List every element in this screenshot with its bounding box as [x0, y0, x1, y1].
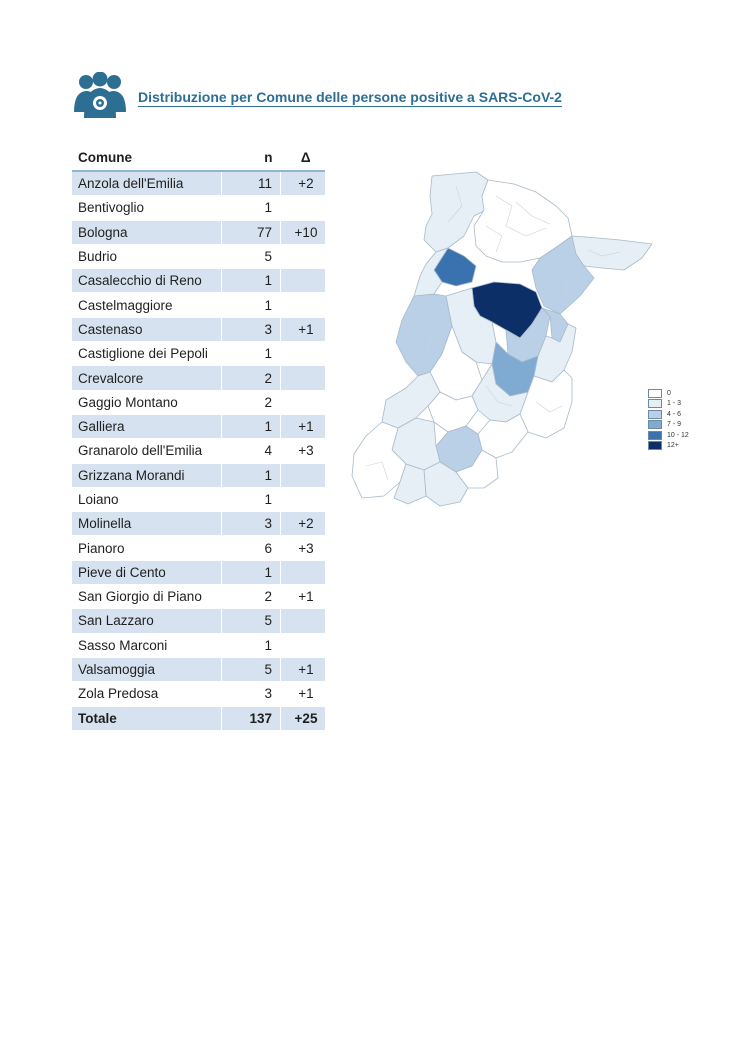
cell-comune: Castelmaggiore: [72, 293, 222, 317]
legend-item: [648, 409, 689, 420]
table-row: [72, 609, 325, 633]
legend-label: 1 - 3: [667, 400, 682, 408]
table-row: [72, 414, 325, 438]
legend-item: [648, 430, 689, 441]
cell-n: 6: [222, 536, 281, 560]
cell-delta: [281, 463, 326, 487]
legend-swatch: [648, 410, 662, 419]
column-header-comune: Comune: [72, 146, 222, 171]
table-row: [72, 390, 325, 414]
cell-delta: +1: [281, 414, 326, 438]
cell-delta: [281, 366, 326, 390]
cell-n: 2: [222, 585, 281, 609]
cell-comune: Pianoro: [72, 536, 222, 560]
table-row: [72, 463, 325, 487]
legend-label: 10 - 12: [667, 431, 689, 439]
table-row: [72, 171, 325, 196]
table-row: [72, 560, 325, 584]
cell-comune: Gaggio Montano: [72, 390, 222, 414]
cell-n: 1: [222, 463, 281, 487]
cases-table: [72, 146, 325, 731]
table-row: [72, 633, 325, 657]
cell-delta: [281, 293, 326, 317]
cell-n: 1: [222, 633, 281, 657]
cell-n: 1: [222, 196, 281, 220]
cell-delta: [281, 244, 326, 268]
table-row: [72, 487, 325, 511]
cell-delta: [281, 342, 326, 366]
table-row: [72, 439, 325, 463]
cell-delta: [281, 560, 326, 584]
legend-item: [648, 420, 689, 431]
legend-item: [648, 441, 689, 452]
cell-n: 2: [222, 390, 281, 414]
legend-swatch: [648, 441, 662, 450]
cell-delta: +1: [281, 657, 326, 681]
table-row: [72, 366, 325, 390]
cell-n: 11: [222, 171, 281, 196]
legend-item: [648, 399, 689, 410]
table-row: [72, 220, 325, 244]
column-header-n: n: [222, 146, 281, 171]
cell-n: 1: [222, 414, 281, 438]
total-delta: +25: [281, 706, 326, 730]
cell-delta: [281, 633, 326, 657]
cell-n: 1: [222, 487, 281, 511]
total-label: Totale: [72, 706, 222, 730]
cell-delta: +1: [281, 585, 326, 609]
cell-comune: Crevalcore: [72, 366, 222, 390]
cell-delta: +1: [281, 317, 326, 341]
table-row: [72, 342, 325, 366]
cell-delta: +2: [281, 171, 326, 196]
legend-label: 12+: [667, 442, 679, 450]
cell-comune: Granarolo dell'Emilia: [72, 439, 222, 463]
legend-swatch: [648, 389, 662, 398]
cell-n: 3: [222, 317, 281, 341]
cell-comune: Anzola dell'Emilia: [72, 171, 222, 196]
legend-label: 4 - 6: [667, 410, 682, 418]
cell-comune: Valsamoggia: [72, 657, 222, 681]
table-row: [72, 585, 325, 609]
cell-delta: +3: [281, 536, 326, 560]
cell-delta: +1: [281, 682, 326, 706]
legend-item: [648, 388, 689, 399]
cell-comune: Budrio: [72, 244, 222, 268]
cell-n: 3: [222, 512, 281, 536]
cell-comune: Bentivoglio: [72, 196, 222, 220]
cell-comune: Loiano: [72, 487, 222, 511]
cell-n: 5: [222, 609, 281, 633]
table-row: [72, 512, 325, 536]
cell-delta: [281, 609, 326, 633]
cell-delta: [281, 269, 326, 293]
cell-n: 1: [222, 342, 281, 366]
people-virus-icon: [72, 72, 128, 120]
legend-label: 0: [667, 389, 671, 397]
table-header-row: [72, 146, 325, 171]
cell-n: 1: [222, 293, 281, 317]
cell-comune: San Giorgio di Piano: [72, 585, 222, 609]
table-row: [72, 657, 325, 681]
table-row: [72, 317, 325, 341]
cell-n: 77: [222, 220, 281, 244]
column-header-delta: Δ: [281, 146, 326, 171]
cell-comune: Molinella: [72, 512, 222, 536]
map-region: [382, 372, 440, 428]
province-map: [336, 166, 666, 516]
table-row: [72, 244, 325, 268]
cell-delta: [281, 487, 326, 511]
cell-comune: Zola Predosa: [72, 682, 222, 706]
table-total-row: [72, 706, 325, 730]
header: [72, 72, 592, 122]
cell-n: 5: [222, 244, 281, 268]
cell-delta: [281, 196, 326, 220]
cell-n: 2: [222, 366, 281, 390]
cell-n: 4: [222, 439, 281, 463]
cell-delta: +3: [281, 439, 326, 463]
table-row: [72, 682, 325, 706]
cell-delta: +2: [281, 512, 326, 536]
page-title: Distribuzione per Comune delle persone positive a SARS-CoV-2: [138, 89, 562, 105]
table-row: [72, 293, 325, 317]
cell-delta: [281, 390, 326, 414]
cell-comune: Casalecchio di Reno: [72, 269, 222, 293]
legend-swatch: [648, 420, 662, 429]
cell-n: 1: [222, 269, 281, 293]
cell-comune: San Lazzaro: [72, 609, 222, 633]
cell-comune: Castenaso: [72, 317, 222, 341]
cell-comune: Sasso Marconi: [72, 633, 222, 657]
total-n: 137: [222, 706, 281, 730]
cell-n: 1: [222, 560, 281, 584]
table-row: [72, 269, 325, 293]
cell-comune: Bologna: [72, 220, 222, 244]
legend-swatch: [648, 431, 662, 440]
table-row: [72, 536, 325, 560]
cell-n: 5: [222, 657, 281, 681]
cell-n: 3: [222, 682, 281, 706]
cell-comune: Grizzana Morandi: [72, 463, 222, 487]
cell-delta: +10: [281, 220, 326, 244]
cell-comune: Castiglione dei Pepoli: [72, 342, 222, 366]
legend-label: 7 - 9: [667, 421, 682, 429]
table-row: [72, 196, 325, 220]
map-legend: [648, 388, 689, 451]
cell-comune: Galliera: [72, 414, 222, 438]
cell-comune: Pieve di Cento: [72, 560, 222, 584]
legend-swatch: [648, 399, 662, 408]
